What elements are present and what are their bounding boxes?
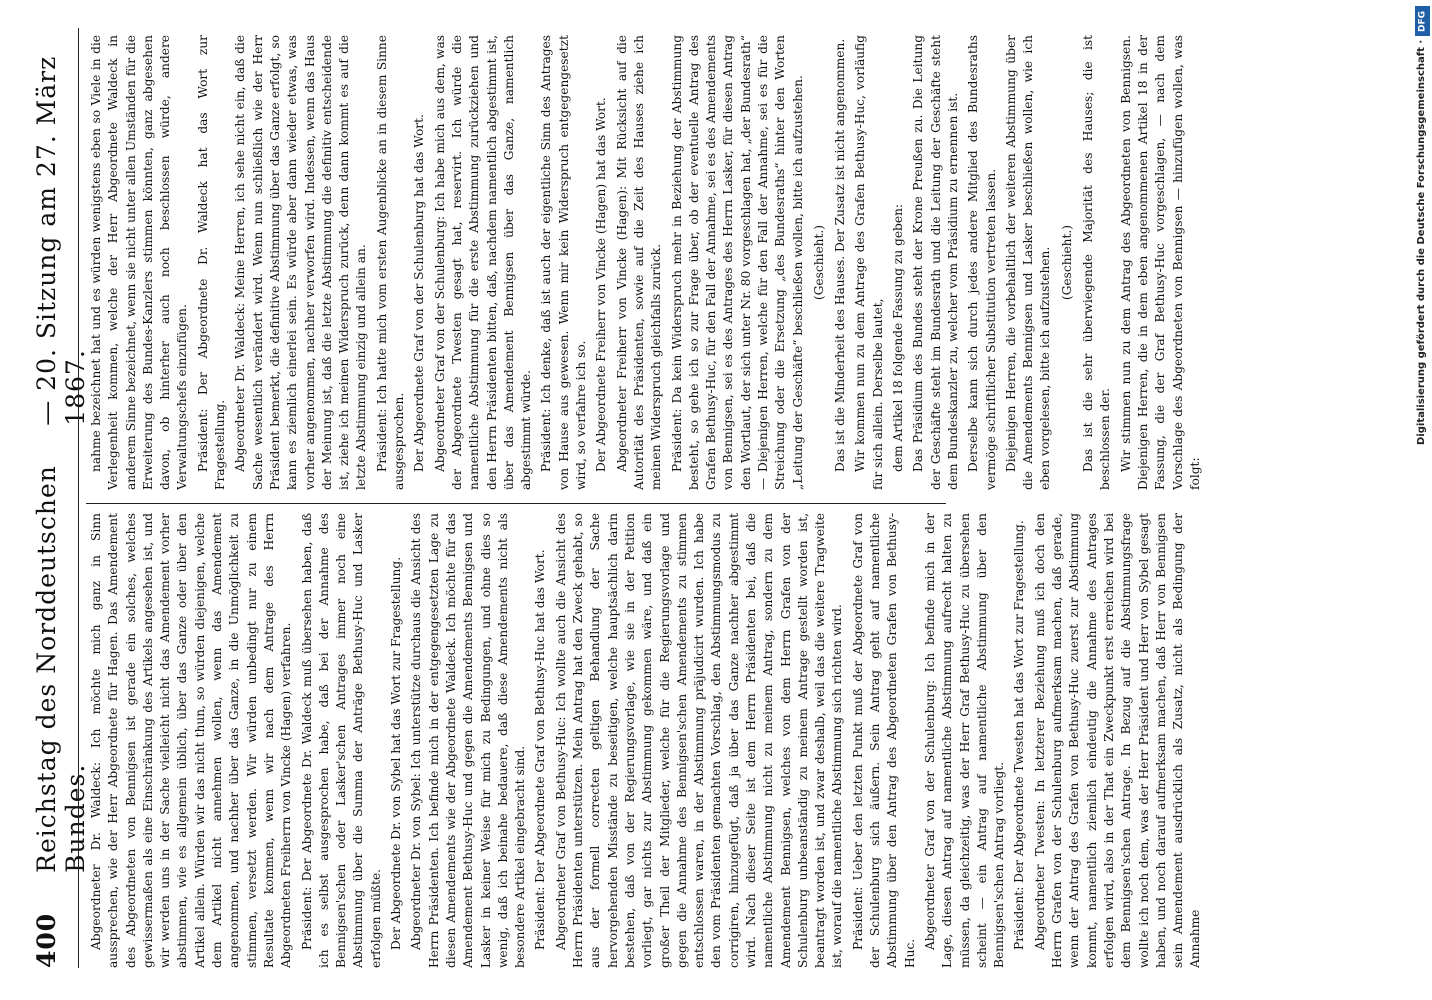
paragraph: Präsident: Der Abgeordnete Dr. Waldeck hat das Wort zur Fragestellung. bbox=[195, 35, 228, 490]
text-column-right bbox=[88, 35, 1368, 490]
stage-note: (Geschieht.) bbox=[811, 224, 826, 301]
header-rule bbox=[78, 28, 79, 968]
paragraph: Das ist die sehr überwiegende Majorität des Hauses; die ist beschlossen der. bbox=[1081, 35, 1113, 490]
paragraph: Wir stimmen nun zu dem Antrag des Abgeordneten von Bennigsen. Diejenigen Herren, die in dem eben angenommenen Artikel 18 in der Fassung, die der Graf Bethusy-Huc vorgeschlagen, — nach dem Vorschlage des Abgeordneten von Bennigsen — hinzufügen wollen, was folgt: bbox=[1118, 35, 1202, 490]
paragraph: Der Abgeordnete Dr. von Sybel hat das Wort zur Fragestellung. bbox=[389, 556, 404, 950]
paragraph: Präsident: Da kein Widerspruch mehr in Beziehung der Abstimmung besteht, so gehe ich so zur Frage über, ob der eventuelle Antrag des Grafen Bethusy-Huc, für den Fall der Annahme, sei es des Amendements von Bennigsen, sei es des Antrages des Herrn Lasker, für diesen Antrag den Wortlaut, der sich unter Nr. 80 vorgeschlagen hat, „der Bundesrath“ — Diejenigen Herren, welche für den Fall der Annahme, sei es für die Streichung oder die Ersetzung „des Bundesraths“ hinter den Worten „Leitung der Geschäfte“ beschließen wollen, bitte ich aufzustehen. bbox=[669, 35, 805, 490]
page-header bbox=[32, 28, 90, 968]
paragraph: Abgeordneter Graf von Bethusy-Huc: Ich wollte auch die Ansicht des Herrn Präsidenten unterstützen. Mein Antrag hat den Zweck gehabt, so aus der formell correcten geltigen Behandlung der Sache hervorgehenden Misstände zu beseitigen, welche hauptsächlich darin bestehen, daß von der Regierungsvorlage, wie sie in der Petition vorliegt, gar nichts zur Abstimmung gekommen wäre, und daß ein großer Theil der Mitglieder, welche für die Regierungsvorlage und gegen die Annahme des Bennigsen'schen Amendements zu stimmen entschlossen waren, in der Abstimmung präjudicirt wurden. Ich habe den vom Präsidenten gemachten Vorschlag, den Abstimmungsmodus zu corrigiren, hinzugefügt, daß ja über das Ganze nachher abgestimmt wird. Nach dieser Seite ist dem Herrn Präsidenten bei, daß die namentliche Abstimmung nicht zu meinem Antrag, sondern zu dem Amendement Bennigsen, welches von dem Herrn Grafen von der Schulenburg unbeanständig zu meinem Antrage gestellt worden ist, beantragt worden ist, und zwar deshalb, weil das die weitere Tragweite ist, worauf die namentliche Abstimmung sich richten wird. bbox=[553, 513, 845, 968]
paragraph: Diejenigen Herren, die vorbehaltlich der weiteren Abstimmung über die Amendements Bennigsen und Lasker beschließen wollen, wie ich eben vorgelesen, bitte ich aufzustehen. bbox=[1003, 35, 1053, 490]
running-title: Reichstag des Norddeutschen Bundes. bbox=[32, 465, 90, 873]
paragraph: dem Artikel 18 folgende Fassung zu geben: bbox=[891, 203, 906, 472]
column-rule bbox=[86, 503, 946, 504]
paragraph: Abgeordneter Graf von der Schulenburg: Ich habe mich aus dem, was der Abgeordnete Twesten gesagt hat, reservirt. Ich würde die namentliche Abstimmung für die erste Abstimmung zurückziehen und den Herrn Präsidenten bitten, daß, nachdem namentlich abgestimmt ist, über das Amendement Bennigsen über das Ganze, namentlich abgestimmt würde. bbox=[432, 35, 534, 490]
paragraph: Präsident: Ich denke, daß ist auch der eigentliche Sinn des Antrages von Hause aus gewesen. Wenn mir kein Widerspruch entgegengesetzt wird, so verfahre ich so. bbox=[539, 35, 589, 490]
dfg-logo: DFG bbox=[1415, 6, 1430, 36]
text-column-left bbox=[88, 513, 1368, 968]
paragraph: Abgeordneter Twesten: In letzterer Beziehung muß ich doch den Herrn Grafen von der Schulenburg aufmerksam machen, daß gerade, wenn der Antrag des Grafen von Bethusy-Huc zuerst zur Abstimmung kommt, namentlich ziemlich eindeutig die Annahme des Antrages erfolgen wird, also in der That ein Zweckpunkt erst erreichen wird bei dem Bennigsen'schen Antrage. In Bezug auf die Abstimmungsfrage wollte ich noch dem, was der Herr Präsident und Herr von Sybel gesagt haben, und noch darauf aufmerksam machen, daß Herr von Bennigsen sein Amendement ausdrücklich als Zusatz, nicht als Bedingung der Annahme bbox=[1032, 513, 1203, 968]
quoted-article: Derselbe kann sich durch jedes andere Mitglied des Bundesraths vermöge schriftlicher Substitution vertreten lassen. bbox=[966, 35, 998, 490]
paragraph: Präsident: Ich hatte mich vom ersten Augenblicke an in diesem Sinne ausgesprochen. bbox=[374, 35, 407, 490]
paragraph: Abgeordneter Graf von der Schulenburg: Ich befinde mich in der Lage, diesen Antrag auf namentliche Abstimmung aufrecht halten zu müssen, da gleichzeitig, was der Herr Graf Bethusy-Huc zu übersehen scheint — ein Antrag auf namentliche Abstimmung über den Bennigsen'schen Antrag vorliegt. bbox=[922, 513, 1007, 968]
session-title: — 20. Sitzung am 27. März 1867. bbox=[32, 55, 90, 426]
paragraph: Abgeordneter Dr. von Sybel: Ich unterstütze durchaus die Ansicht des Herrn Präsidenten. Ich befinde mich in der entgegengesetzten Lage zu diesen Amendements wie der Abgeordnete Waldeck. Ich möchte für das Amendement Bethusy-Huc und gegen die Amendements Bennigsen und Lasker in keiner Weise für mich zu Bedingungen, und ohne dies so wenig, daß ich beinahe bedauere, daß diese Amendements nicht als besondere Artikel eingebracht sind. bbox=[409, 513, 528, 968]
stage-note: (Geschieht.) bbox=[1059, 224, 1074, 301]
paragraph: Präsident: Ueber den letzten Punkt muß der Abgeordnete Graf von der Schulenburg sich äußern. Sein Antrag geht auf namentliche Abstimmung über den Antrag des Abgeordneten Grafen von Bethusy-Huc. bbox=[850, 513, 917, 968]
paragraph: Präsident: Der Abgeordnete Graf von Bethusy-Huc hat das Wort. bbox=[533, 549, 548, 950]
paragraph: Das ist die Minderheit des Hauses. Der Zusatz ist nicht angenommen. bbox=[833, 38, 848, 472]
paragraph: Wir kommen nun zu dem Antrage des Grafen Bethusy-Huc, vorläufig für sich allein. Derselbe lautet, bbox=[853, 35, 885, 490]
paragraph: Abgeordneter Dr. Waldeck: Meine Herren, ich sehe nicht ein, daß die Sache wesentlich verändert wird. Wenn nun schließlich wie der Herr Präsident bemerkt, die definitive Abstimmung über das Ganze erfolgt, so kann es ziemlich einerlei sein. Es würde aber dann wieder etwas, was vorher angenommen, nachher verworfen wird. Indessen, wenn das Haus der Meinung ist, daß die letzte Abstimmung die definitiv entscheidende ist, ziehe ich meinen Widerspruch zurück, denn dann kommt es auf die letzte Abstimmung einzig und allein an. bbox=[233, 35, 369, 490]
paragraph: nahme bezeichnet hat und es würden wenigstens eben so Viele in die Verlegenheit kommen, welche der Herr Abgeordnete Waldeck in anderem Sinne bezeichnet, wenn sie nicht unter allen Umständen für die Erweiterung des Bundes-Kanzlers stimmen könnten, ganz abgesehen davon, ob hinterher auch noch beschlossen würde, andere Verwaltungschefs einzufügen. bbox=[89, 35, 190, 490]
paragraph: Abgeordneter Freiherr von Vincke (Hagen): Mit Rücksicht auf die Autorität des Präsidenten, sowie auf die Zeit des Hauses ziehe ich meinen Widerspruch gleichfalls zurück. bbox=[614, 35, 664, 490]
paragraph: Präsident: Der Abgeordnete Twesten hat das Wort zur Fragestellung. bbox=[1012, 520, 1027, 950]
paragraph: Präsident: Der Abgeordnete Dr. Waldeck muß übersehen haben, daß ich es selbst ausgesprochen habe, daß bei der Annahme des Bennigsen'schen oder Lasker'schen Antrages immer noch eine Abstimmung über die Summa der Anträge Bethusy-Huc und Lasker erfolgen müßte. bbox=[299, 513, 383, 968]
paragraph: Der Abgeordnete Graf von der Schulenburg hat das Wort. bbox=[412, 114, 427, 472]
paragraph: Abgeordneter Dr. Waldeck: Ich möchte mich ganz in Sinn aussprechen, wie der Herr Abgeordnete für Hagen. Das Amendement des Abgeordneten von Bennigsen ist gerade ein solches, welches gewissermaßen als eine Einschränkung des Artikels angesehen ist, und wir werden uns in der Sache vielleicht nicht das Amendement vorher abstimmen, wie es allgemein üblich, über das Ganze oder über den Artikel allein. Würden wir das nicht thun, so würden diejenigen, welche dem Artikel nicht annehmen wollen, wenn das Amendement angenommen, und nachher über das Ganze, in die Unmöglichkeit zu stimmen, versetzt werden. Wir würden unbedingt nur zu einem Resultate kommen, wenn wir nach dem Antrage des Herrn Abgeordneten Freiherrn von Vincke (Hagen) verfahren. bbox=[89, 513, 294, 968]
page-number: 400 bbox=[32, 912, 61, 968]
quoted-article: Das Präsidium des Bundes steht der Krone Preußen zu. Die Leitung der Geschäfte steht im Bundesrath und die Leitung der Geschäfte steht dem Bundeskanzler zu, welcher vom Präsidium zu ernennen ist. bbox=[911, 35, 960, 490]
digitization-credit: Digitalisierung gefördert durch die Deutsche Forschungsgemeinschaft · bbox=[1416, 40, 1427, 446]
paragraph: Der Abgeordnete Freiherr von Vincke (Hagen) hat das Wort. bbox=[594, 97, 609, 472]
